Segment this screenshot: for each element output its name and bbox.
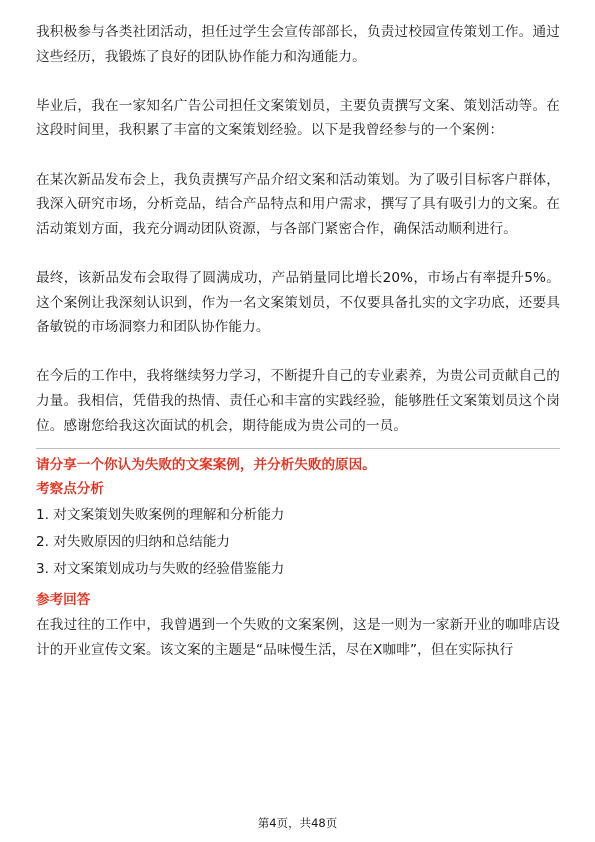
body-paragraph-1: 我积极参与各类社团活动，担任过学生会宣传部部长，负责过校园宣传策划工作。通过这些经历，我锻炼了良好的团队协作能力和沟通能力。 xyxy=(36,24,560,65)
paragraph-gap xyxy=(36,340,560,365)
section-divider xyxy=(36,448,560,449)
analysis-point-2: 2. 对失败原因的归纳和总结能力 xyxy=(36,534,231,551)
paragraph-gap xyxy=(36,241,560,266)
paragraph-gap xyxy=(36,143,560,168)
body-paragraph-3: 在某次新品发布会上，我负责撰写产品介绍文案和活动策划。为了吸引目标客户群体，我深入研究市场，分析竞品，结合产品特点和用户需求，撰写了具有吸引力的文案。在活动策划方面，我充分调动团队资源，与各部门紧密合作，确保活动顺利进行。 xyxy=(36,171,560,237)
body-paragraph-4: 最终，该新品发布会取得了圆满成功，产品销量同比增长20%，市场占有率提升5%。这个案例让我深刻认识到，作为一名文案策划员，不仅要具备扎实的文字功底，还要具备敏锐的市场洞察力和团队协作能力。 xyxy=(36,269,560,336)
page-number-footer: 第4页，共48页 xyxy=(257,816,338,830)
answer-paragraph: 在我过往的工作中，我曾遇到一个失败的文案案例，这是一则为一家新开业的咖啡店设计的开业宣传文案。该文案的主题是“品味慢生活，尽在X咖啡”，但在实际执行 xyxy=(36,617,560,658)
analysis-point-1: 1. 对文案策划失败案例的理解和分析能力 xyxy=(36,507,285,524)
analysis-title: 考察点分析 xyxy=(36,481,104,498)
paragraph-gap xyxy=(36,69,560,94)
answer-title: 参考回答 xyxy=(36,592,91,609)
body-paragraph-2: 毕业后，我在一家知名广告公司担任文案策划员，主要负责撰写文案、策划活动等。在这段时间里，我积累了丰富的文案策划经验。以下是我曾经参与的一个案例： xyxy=(36,97,560,139)
document-page xyxy=(36,20,560,662)
body-paragraph-5: 在今后的工作中，我将继续努力学习，不断提升自己的专业素养，为贵公司贡献自己的力量。我相信，凭借我的热情、责任心和丰富的实践经验，能够胜任文案策划员这个岗位。感谢您给我这次面试的机会，期待能成为贵公司的一员。 xyxy=(36,368,560,434)
interview-question: 请分享一个你认为失败的文案案例，并分析失败的原因。 xyxy=(36,457,376,474)
analysis-point-3: 3. 对文案策划成功与失败的经验借鉴能力 xyxy=(36,561,285,578)
